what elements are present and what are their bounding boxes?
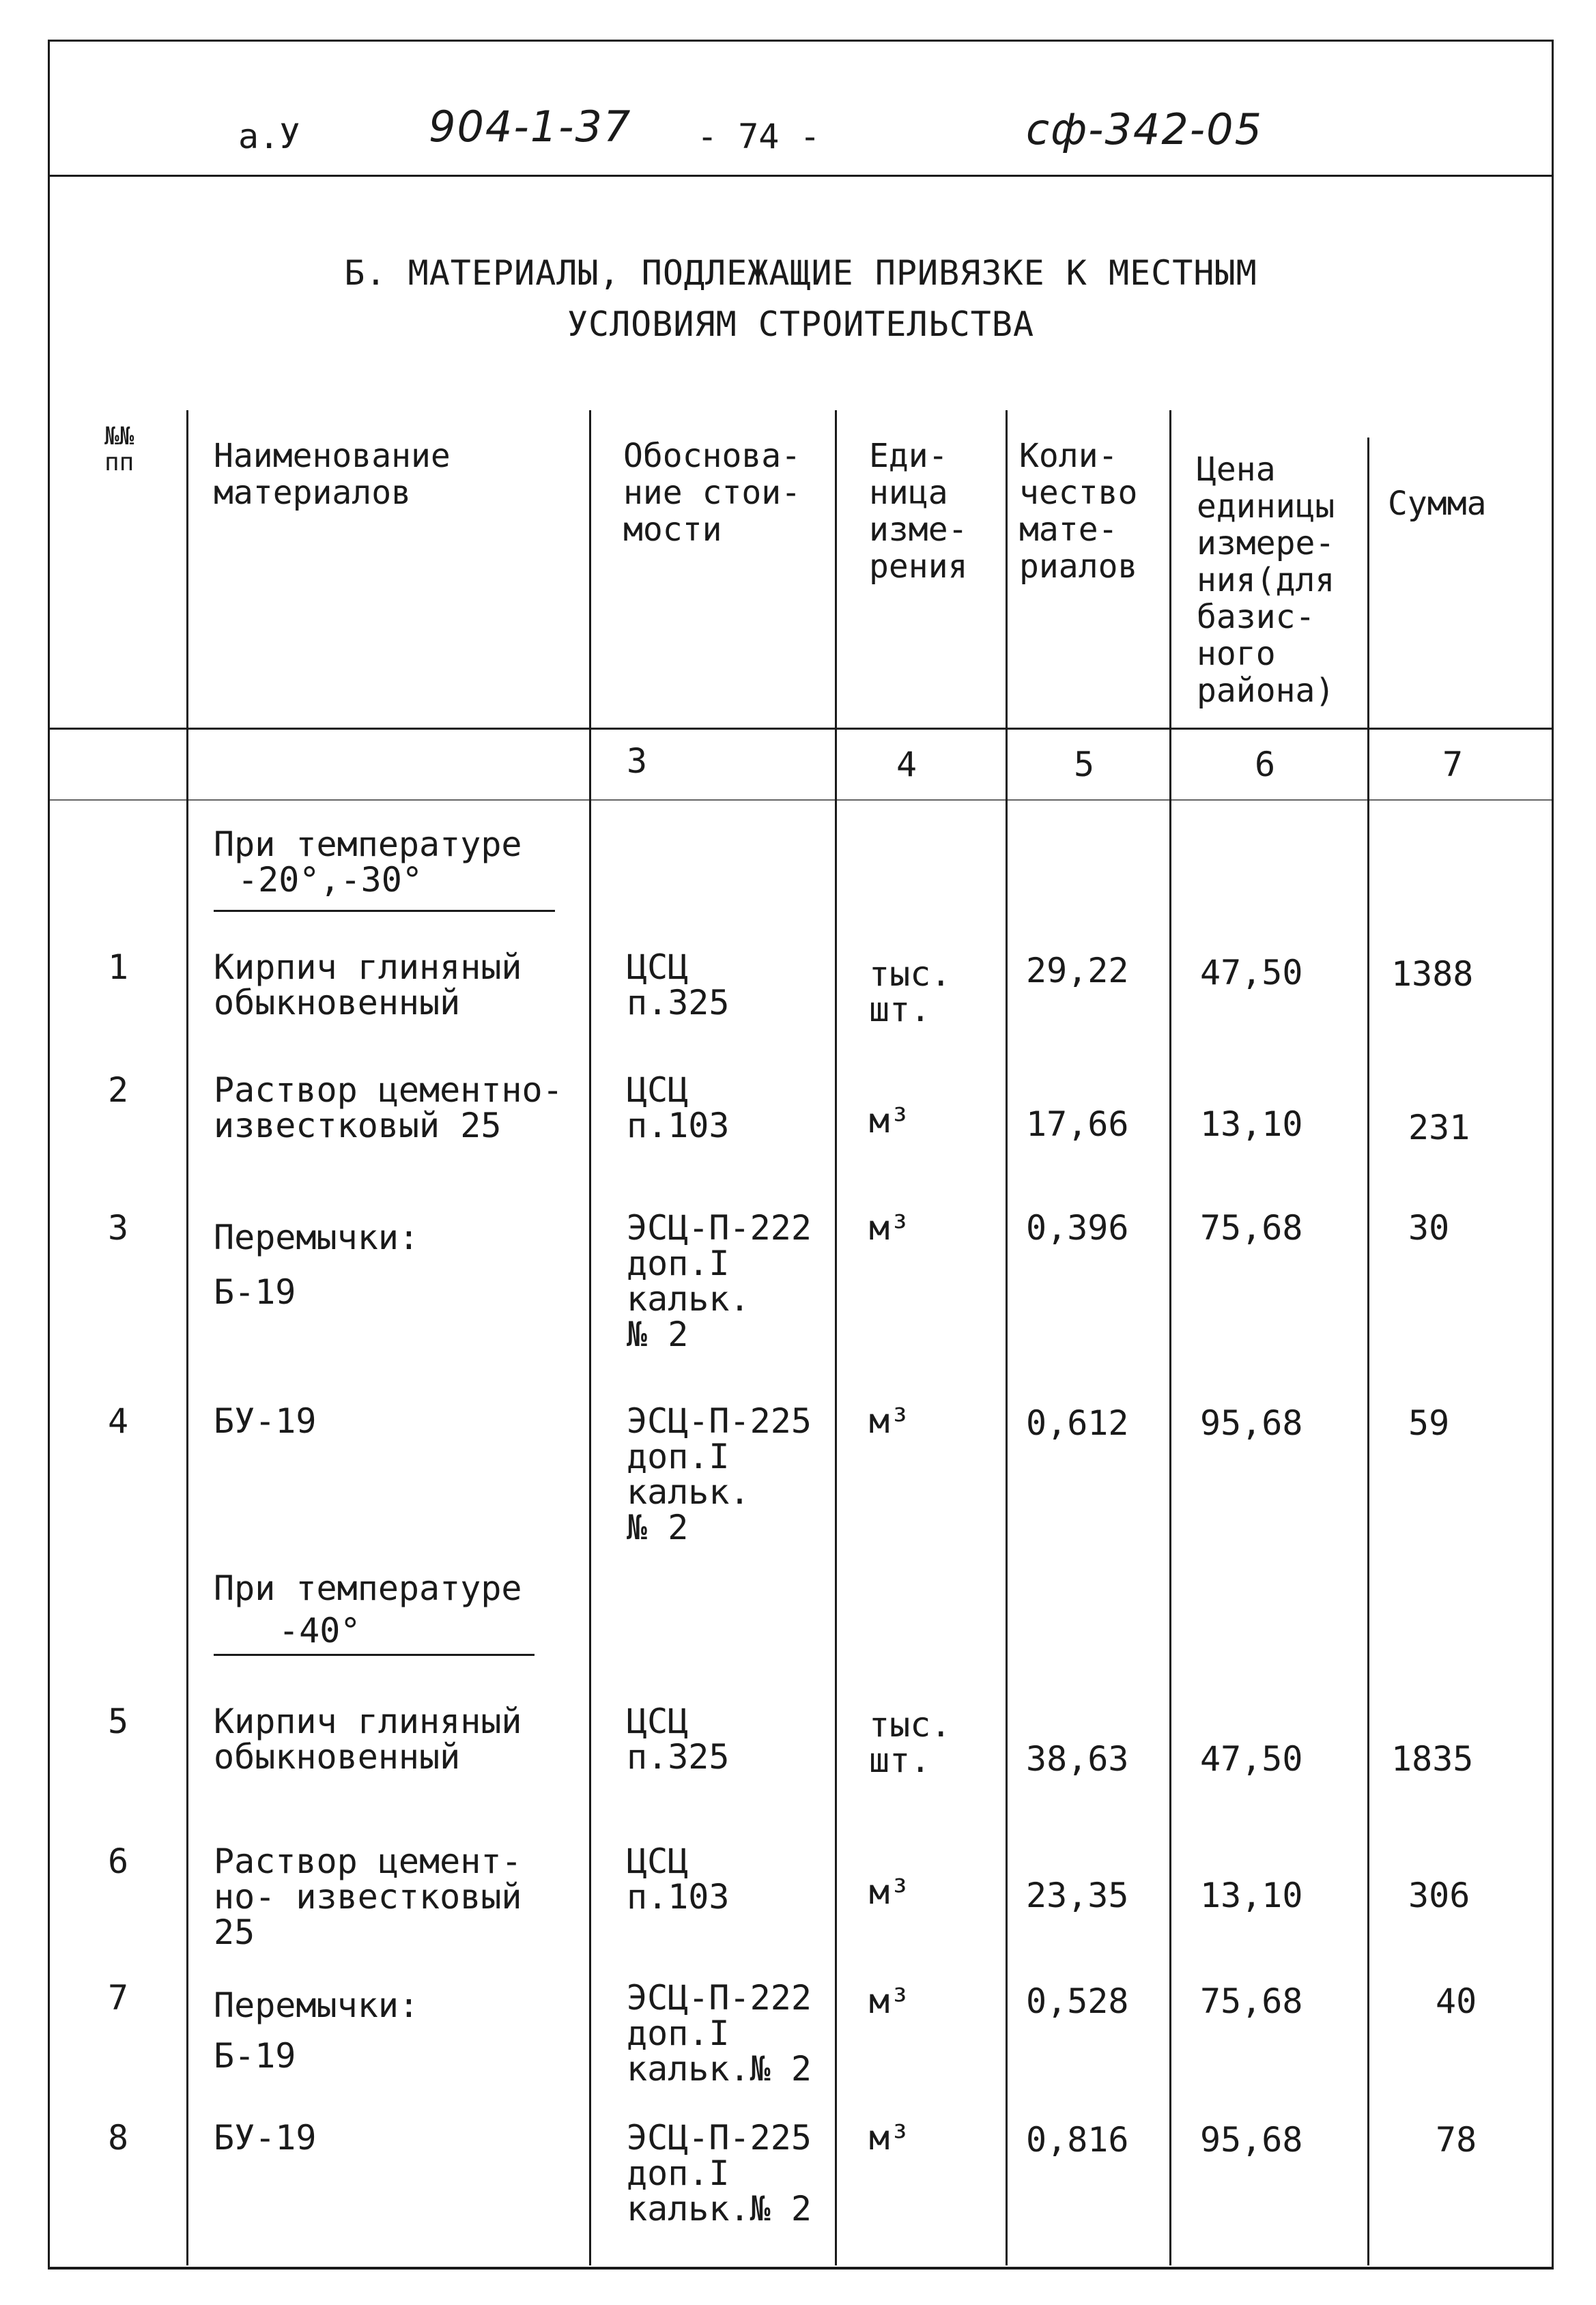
row5-name: Кирпич глиняный обыкновенный [214,1702,522,1777]
row6-basis: ЦСЦ п.103 [627,1842,730,1917]
row1-sum: 1388 [1391,954,1474,994]
group2-underline [214,1654,535,1656]
col-number-5: 5 [1074,745,1095,784]
row7-price: 75,68 [1200,1981,1303,2021]
header-unit: Еди- ница изме- рения [869,437,968,586]
group1-temp: -20°,-30° [238,860,423,900]
row8-qty: 0,816 [1026,2120,1129,2160]
section-title-line2: УСЛОВИЯМ СТРОИТЕЛЬСТВА [567,304,1035,344]
row8-price: 95,68 [1200,2120,1303,2160]
row1-name: Кирпич глиняный обыкновенный [214,947,522,1022]
section-title-line1: Б. МАТЕРИАЛЫ, ПОДЛЕЖАЩИЕ ПРИВЯЗКЕ К МЕСТНЫМ [344,253,1257,293]
row8-sum: 78 [1436,2120,1477,2160]
row4-basis: ЭСЦ-П-225 доп.I кальк. № 2 [627,1401,812,1547]
col-number-4: 4 [896,745,917,784]
row6-name: Раствор цемент- но- известковый 25 [214,1842,522,1952]
row2-sum: 231 [1408,1108,1470,1147]
row2-basis: ЦСЦ п.103 [627,1070,730,1145]
row6-no: 6 [108,1842,129,1881]
row7-sum: 40 [1436,1981,1477,2021]
row5-basis: ЦСЦ п.325 [627,1702,730,1777]
row6-sum: 306 [1408,1876,1470,1915]
row3-price: 75,68 [1200,1208,1303,1248]
row7-no: 7 [108,1978,129,2018]
header-sum: Сумма [1388,485,1487,523]
row7-basis: ЭСЦ-П-222 доп.I кальк.№ 2 [627,1978,812,2089]
row2-unit: м³ [869,1101,911,1141]
col-divider-4 [1006,410,1008,2265]
row5-no: 5 [108,1702,129,1741]
header-divider [50,175,1552,177]
row8-unit: м³ [869,2118,911,2158]
col-divider-5 [1169,410,1171,2265]
col-number-7: 7 [1442,745,1464,784]
header-name: Наименование материалов [214,437,451,512]
row1-unit: тыс. шт. [869,954,952,1029]
row4-name: БУ-19 [214,1401,317,1441]
row3-no: 3 [108,1208,129,1248]
row5-price: 47,50 [1200,1739,1303,1779]
row8-no: 8 [108,2118,129,2158]
row2-price: 13,10 [1200,1104,1303,1144]
col-number-3: 3 [627,741,648,781]
row4-sum: 59 [1408,1403,1450,1443]
group2-label: При температуре [214,1569,522,1608]
page-number: - 74 - [697,117,821,156]
table-header-rule [50,728,1552,730]
row1-qty: 29,22 [1026,951,1129,990]
sheet-code: сф-342-05 [1026,104,1264,154]
header-price: Цена единицы измере- ния(для базис- ного района) [1197,450,1335,710]
row8-basis: ЭСЦ-П-225 доп.I кальк.№ 2 [627,2118,812,2229]
row4-unit: м³ [869,1401,911,1441]
header-prefix: а.У [238,117,300,156]
header-qty: Коли- чество мате- риалов [1019,437,1138,586]
row6-price: 13,10 [1200,1876,1303,1915]
col-divider-1 [186,410,188,2265]
row2-no: 2 [108,1070,129,1110]
row4-qty: 0,612 [1026,1403,1129,1443]
row3-unit: м³ [869,1208,911,1248]
row7-qty: 0,528 [1026,1981,1129,2021]
row2-qty: 17,66 [1026,1104,1129,1144]
group1-label: При температуре [214,825,522,864]
row6-unit: м³ [869,1872,911,1912]
row5-sum: 1835 [1391,1739,1474,1779]
row3-qty: 0,396 [1026,1208,1129,1248]
row8-name: БУ-19 [214,2118,317,2158]
row3-name: Перемычки: Б-19 [214,1218,420,1312]
row6-qty: 23,35 [1026,1876,1129,1915]
column-number-rule [50,799,1552,801]
row7-unit: м³ [869,1981,911,2021]
row5-qty: 38,63 [1026,1739,1129,1779]
group2-temp: -40° [279,1611,361,1650]
col-divider-6 [1367,438,1369,2265]
row5-unit: тыс. шт. [869,1705,952,1780]
project-code: 904-1-37 [429,102,632,152]
row1-price: 47,50 [1200,953,1303,992]
row2-name: Раствор цементно- известковый 25 [214,1070,563,1145]
col-number-6: 6 [1255,745,1276,784]
row7-name: Перемычки: Б-19 [214,1986,420,2076]
header-no: №№ пп [104,423,134,476]
header-basis: Обоснова- ние стои- мости [623,437,801,549]
row4-price: 95,68 [1200,1403,1303,1443]
col-divider-3 [835,410,837,2265]
row3-sum: 30 [1408,1208,1450,1248]
col-divider-2 [589,410,591,2265]
row3-basis: ЭСЦ-П-222 доп.I кальк. № 2 [627,1208,812,1354]
document-sheet [48,40,1554,2270]
row1-no: 1 [108,947,129,987]
group1-underline [214,910,555,912]
row4-no: 4 [108,1401,129,1441]
row1-basis: ЦСЦ п.325 [627,947,730,1022]
